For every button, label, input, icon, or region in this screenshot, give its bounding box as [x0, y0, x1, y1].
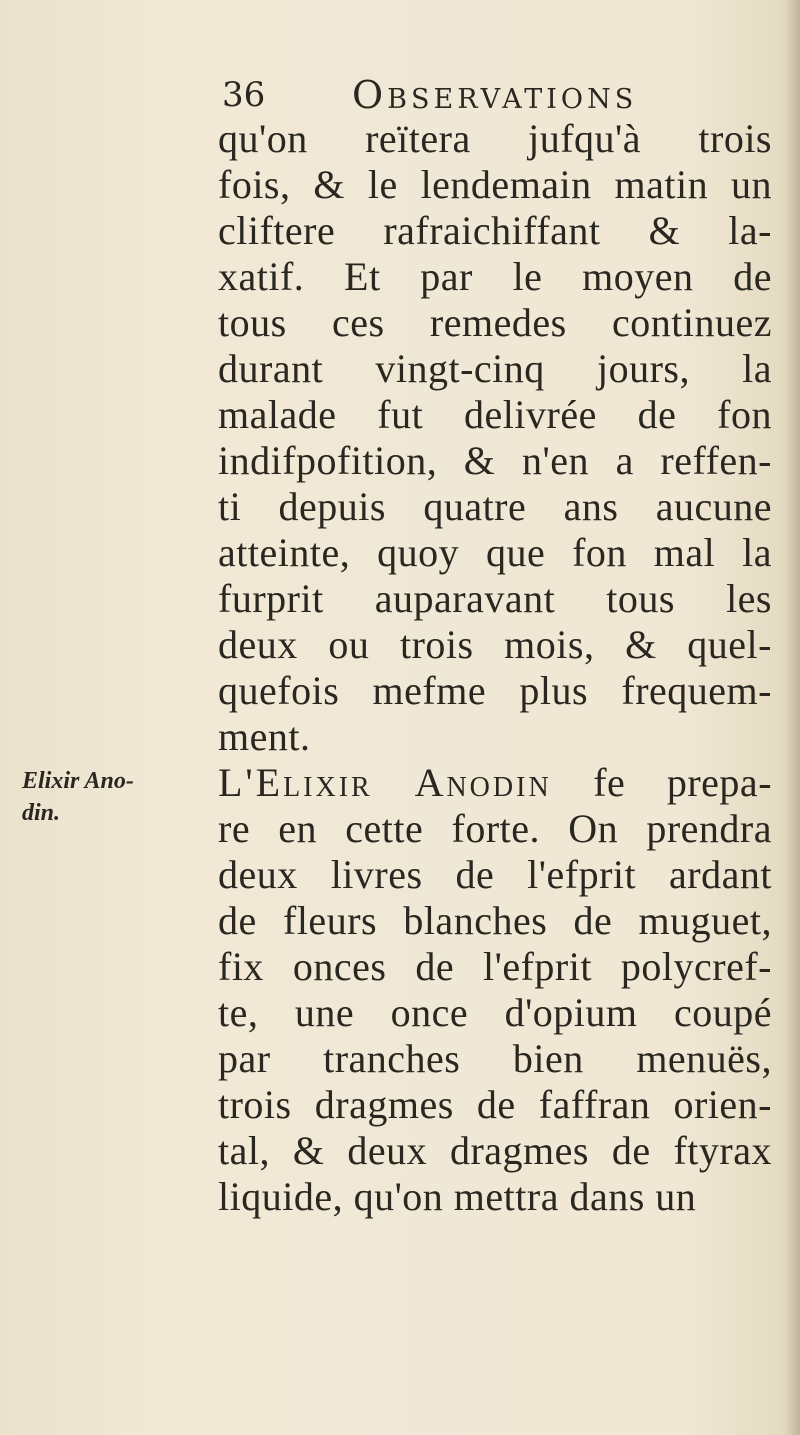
section-heading: L'Elixir Anodin [218, 760, 552, 805]
text-line: te, une once d'opium coupé [218, 990, 772, 1035]
text-line: trois dragmes de faffran orien- [218, 1082, 772, 1127]
text-line: deux livres de l'efprit ardant [218, 852, 772, 897]
text-line: fois, & le lendemain matin un [218, 162, 772, 207]
page-number: 36 [222, 75, 266, 115]
text-line: malade fut delivrée de fon [218, 392, 772, 437]
text-line: fix onces de l'efprit polycref- [218, 944, 772, 989]
running-title: Observations [352, 73, 638, 117]
text-line: indifpofition, & n'en a reffen- [218, 438, 772, 483]
text-line: furprit auparavant tous les [218, 576, 772, 621]
text-line: liquide, qu'on mettra dans un [218, 1174, 697, 1219]
paragraph-start-line [218, 757, 772, 809]
margin-note-line: din. [22, 800, 61, 826]
text-fragment: fe prepa- [593, 760, 773, 805]
text-line: atteinte, quoy que fon mal la [218, 530, 772, 575]
text-line: deux ou trois mois, & quel- [218, 622, 772, 667]
text-line: quefois mefme plus frequem- [218, 668, 772, 713]
text-line: de fleurs blanches de muguet, [218, 898, 772, 943]
text-line: durant vingt-cinq jours, la [218, 346, 772, 391]
text-line: ment. [218, 714, 311, 759]
text-line: cliftere rafraichiffant & la- [218, 208, 772, 253]
text-line: re en cette forte. On prendra [218, 806, 772, 851]
margin-note-line: Elixir Ano- [22, 768, 134, 794]
text-line: par tranches bien menuës, [218, 1036, 772, 1081]
text-line: tal, & deux dragmes de ftyrax [218, 1128, 772, 1173]
text-line: tous ces remedes continuez [218, 300, 772, 345]
page-edge-shadow [786, 0, 800, 1435]
text-line: ti depuis quatre ans aucune [218, 484, 772, 529]
text-line: qu'on reïtera jufqu'à trois [218, 116, 772, 161]
text-line: xatif. Et par le moyen de [218, 254, 772, 299]
